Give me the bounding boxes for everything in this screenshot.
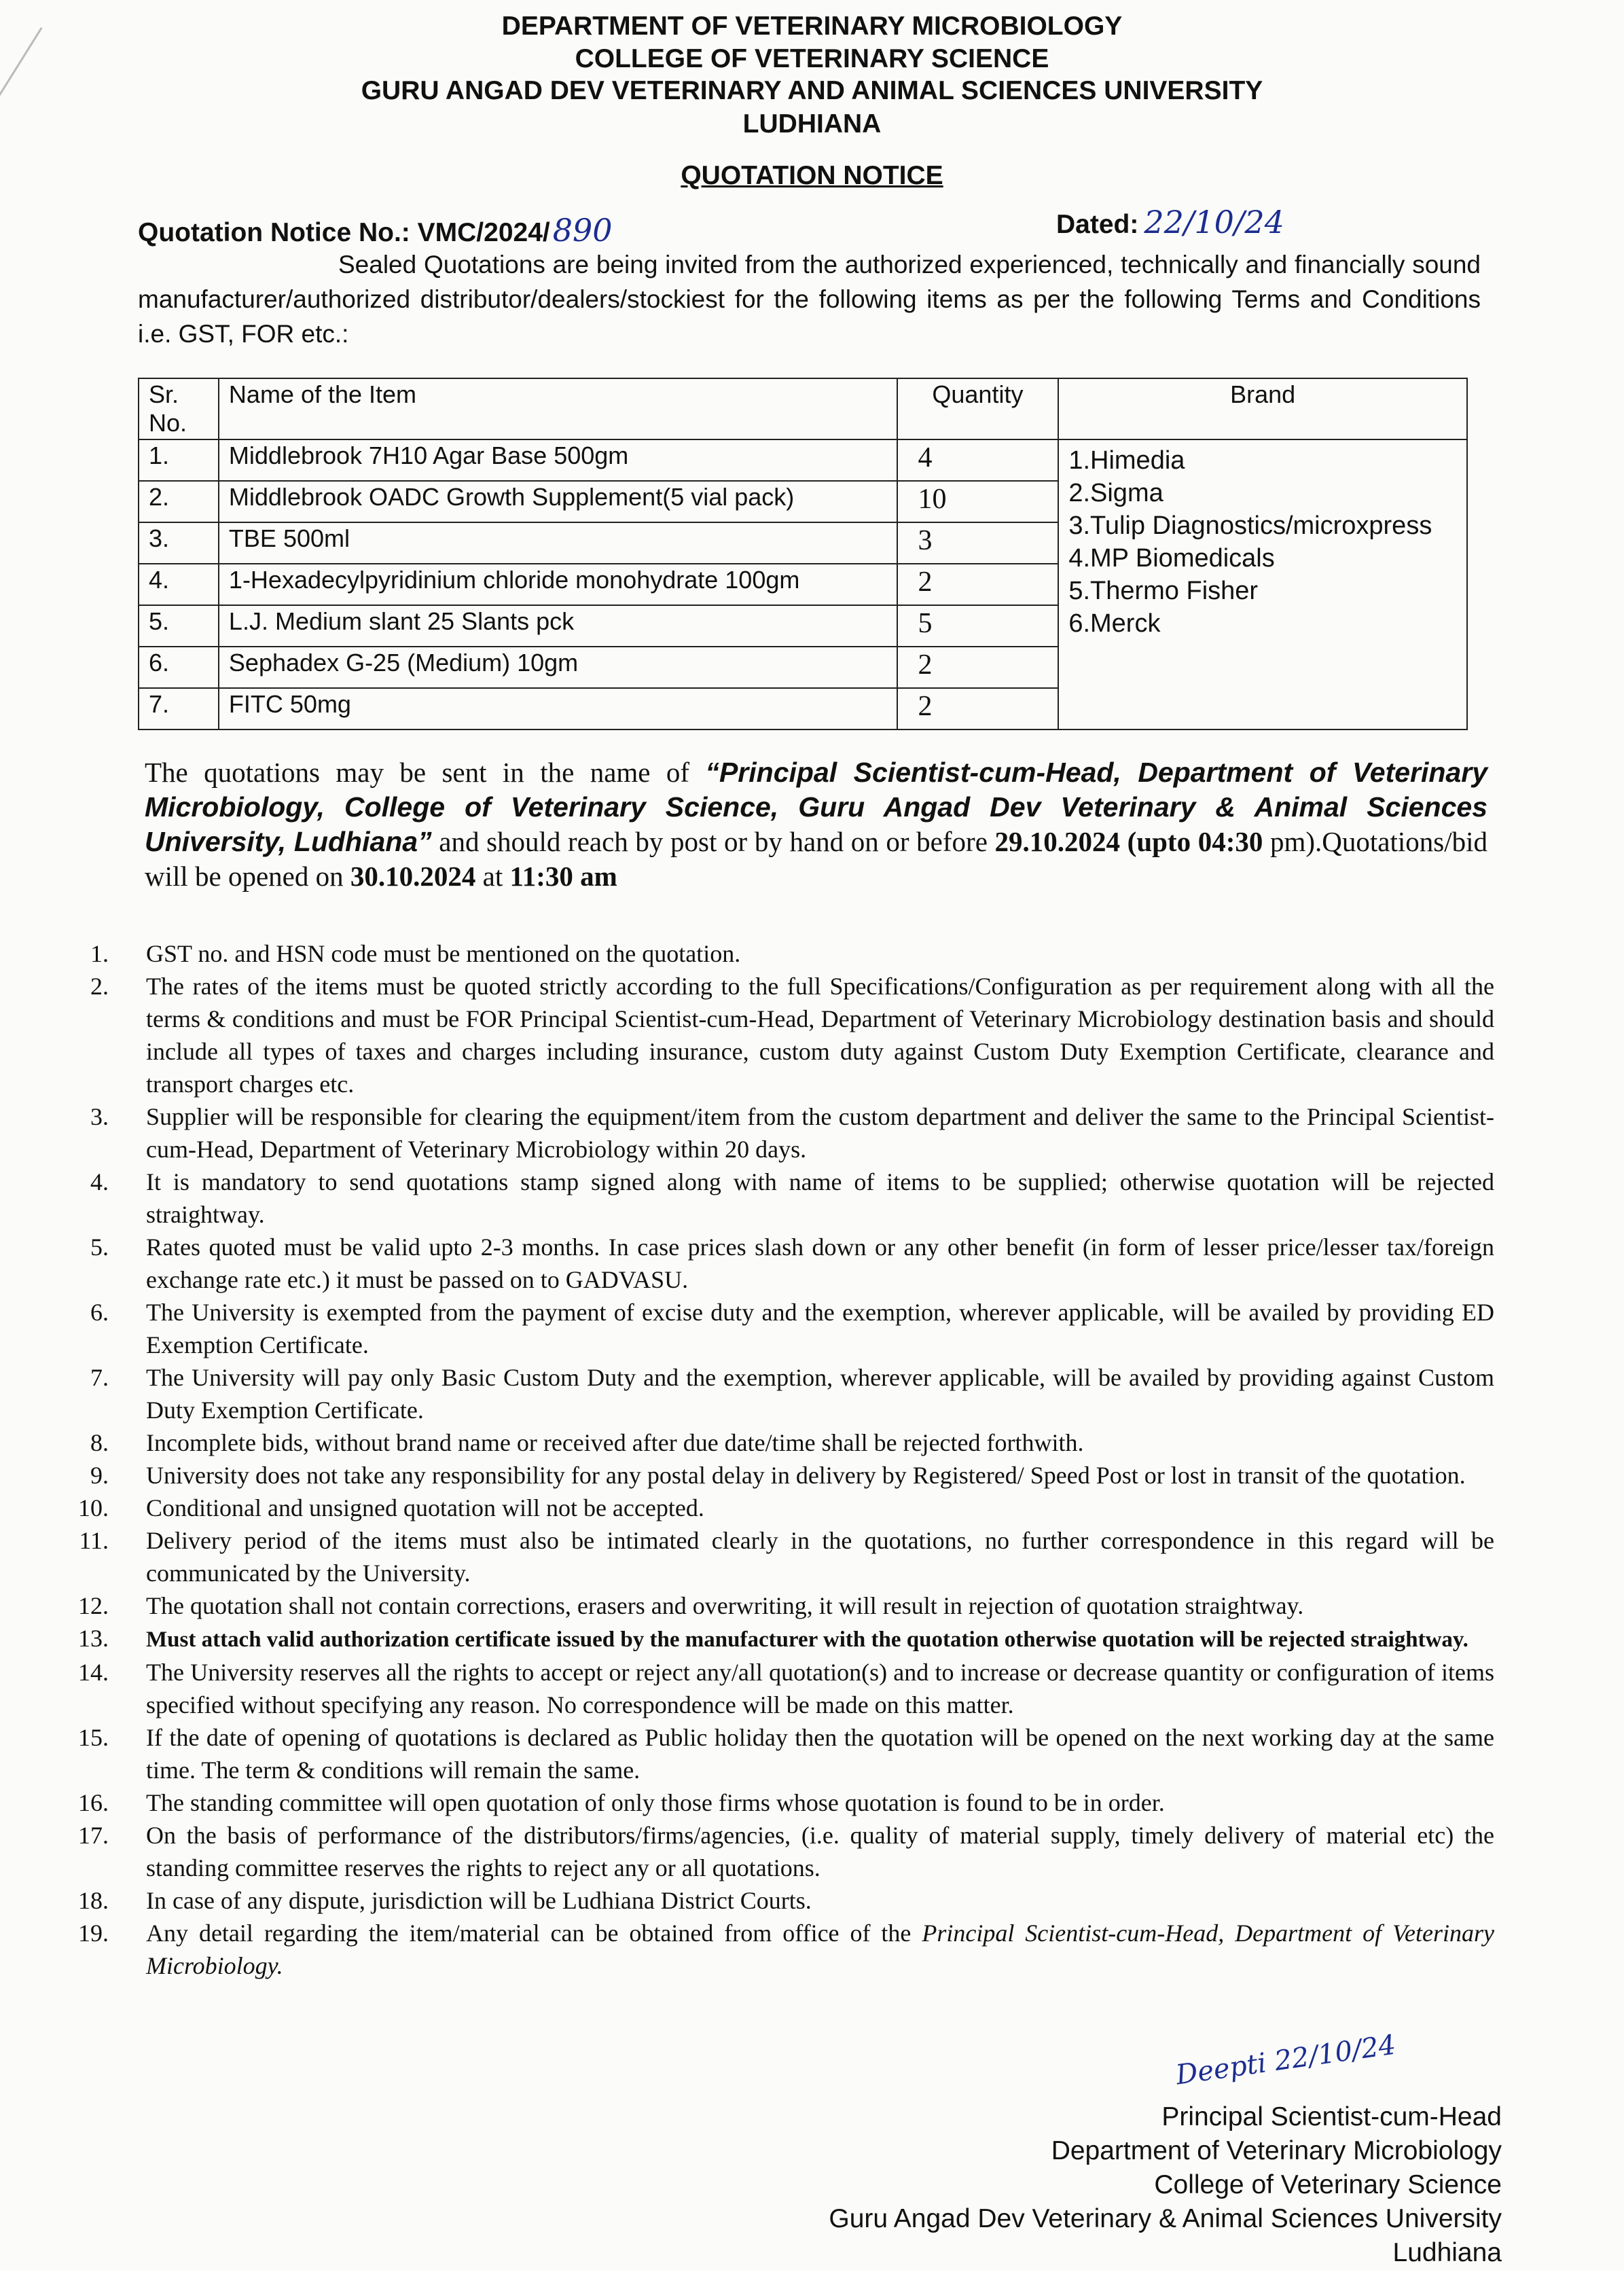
- term-item: [68, 1656, 1494, 1721]
- term-text: The University will pay only Basic Custom Duty and the exemption, wherever applicable, will be availed by providing against Custom Duty Exemption Certificate.: [146, 1364, 1494, 1424]
- term-text: In case of any dispute, jurisdiction will be Ludhiana District Courts.: [146, 1887, 812, 1914]
- row-sr: 1.: [139, 439, 219, 481]
- terms-list: [68, 937, 1494, 1982]
- row-sr: 3.: [139, 522, 219, 564]
- para-text: (upto: [1120, 826, 1198, 857]
- term-number: 3.: [90, 1103, 109, 1130]
- term-item: [68, 1492, 1494, 1524]
- term-number: 4.: [90, 1168, 109, 1195]
- term-item: [68, 1819, 1494, 1884]
- term-text: The quotation shall not contain corrections, erasers and overwriting, it will result in rejection of quotation straightway.: [146, 1592, 1304, 1619]
- term-item: [68, 1786, 1494, 1819]
- header-sr-no: Sr. No.: [139, 378, 219, 439]
- term-text: The University reserves all the rights to accept or reject any/all quotation(s) and to increase or decrease quantity or configuration of items specified without specifying any reason. No correspondence will be made on this matter.: [146, 1659, 1494, 1718]
- intro-paragraph: Sealed Quotations are being invited from the authorized experienced, technically and financially sound manufacturer/authorized distributor/dealers/stockiest for the following items as per the following Terms and Conditions i.e. GST, FOR etc.:: [138, 251, 1481, 348]
- term-number: 10.: [78, 1494, 109, 1521]
- term-text: It is mandatory to send quotations stamp signed along with name of items to be supplied; otherwise quotation will be rejected straightway.: [146, 1168, 1494, 1228]
- row-item-name: Sephadex G-25 (Medium) 10gm: [219, 647, 897, 688]
- row-item-name: L.J. Medium slant 25 Slants pck: [219, 605, 897, 647]
- row-quantity: 2: [897, 688, 1059, 729]
- term-text: Supplier will be responsible for clearing the equipment/item from the custom department and deliver the same to the Principal Scientist-cum-Head, Department of Veterinary Microbiology within 20 days.: [146, 1103, 1494, 1163]
- para-text: at: [475, 861, 510, 892]
- due-date: 29.10.2024: [994, 826, 1121, 857]
- header-university: GURU ANGAD DEV VETERINARY AND ANIMAL SCIENCES UNIVERSITY: [361, 76, 1263, 105]
- term-text: Conditional and unsigned quotation will not be accepted.: [146, 1494, 704, 1521]
- row-quantity: 3: [897, 522, 1059, 564]
- brand-list: [1058, 439, 1467, 729]
- term-number: 9.: [90, 1462, 109, 1489]
- term-item: [68, 1100, 1494, 1166]
- term-number: 2.: [90, 973, 109, 1000]
- term-number: 19.: [78, 1920, 109, 1947]
- row-quantity: 4: [897, 439, 1059, 481]
- row-sr: 5.: [139, 605, 219, 647]
- para-text: The quotations may be sent in the name of: [145, 757, 706, 788]
- term-item: [68, 1721, 1494, 1786]
- row-item-name: Middlebrook OADC Growth Supplement(5 vial pack): [219, 481, 897, 522]
- term-item: [68, 1166, 1494, 1231]
- term-item: [68, 1524, 1494, 1589]
- term-text: The standing committee will open quotation of only those firms whose quotation is found to be in order.: [146, 1789, 1165, 1816]
- opening-date: 30.10.2024: [350, 861, 476, 892]
- signatory-title: Principal Scientist-cum-Head: [1161, 2102, 1502, 2131]
- term-number: 7.: [90, 1364, 109, 1391]
- opening-time: 11:30 am: [509, 861, 617, 892]
- term-text: Must attach valid authorization certificate issued by the manufacturer with the quotation otherwise quotation will be rejected straightway.: [146, 1627, 1468, 1652]
- term-number: 14.: [78, 1659, 109, 1686]
- header-department: DEPARTMENT OF VETERINARY MICROBIOLOGY: [501, 12, 1123, 41]
- row-item-name: TBE 500ml: [219, 522, 897, 564]
- table-row: [139, 439, 1467, 481]
- para-text: pm).Quotations/bid will be opened on: [145, 826, 1488, 892]
- term-item: [68, 1589, 1494, 1622]
- term-item: [68, 1459, 1494, 1492]
- term-number: 16.: [78, 1789, 109, 1816]
- submission-paragraph: [145, 755, 1487, 894]
- handwritten-notice-number: 890: [552, 212, 613, 249]
- term-italic-text: Principal Scientist-cum-Head, Department of Veterinary Microbiology.: [146, 1920, 1494, 1979]
- brand-item: 4.MP Biomedicals: [1068, 544, 1275, 573]
- term-item: [68, 1231, 1494, 1296]
- term-item: [68, 1884, 1494, 1917]
- signature-block: [829, 2100, 1502, 2270]
- term-item: [68, 1296, 1494, 1361]
- row-quantity: 5: [897, 605, 1059, 647]
- due-time: 04:30: [1197, 826, 1263, 857]
- row-sr: 7.: [139, 688, 219, 729]
- brand-item: 2.Sigma: [1068, 479, 1163, 507]
- term-text: Any detail regarding the item/material can be obtained from office of the: [146, 1920, 922, 1947]
- signatory-university: Guru Angad Dev Veterinary & Animal Sciences University: [829, 2204, 1502, 2233]
- term-text: GST no. and HSN code must be mentioned on the quotation.: [146, 940, 741, 967]
- term-number: 5.: [90, 1233, 109, 1261]
- row-sr: 6.: [139, 647, 219, 688]
- term-text: If the date of opening of quotations is declared as Public holiday then the quotation will be opened on the next working day at the same time. The term & conditions will remain the same.: [146, 1724, 1494, 1784]
- term-text: On the basis of performance of the distributors/firms/agencies, (i.e. quality of material supply, timely delivery of material etc) the standing committee reserves the rights to reject any or all quotations.: [146, 1822, 1494, 1881]
- term-number: 12.: [78, 1592, 109, 1619]
- term-number: 15.: [78, 1724, 109, 1751]
- term-number: 13.: [78, 1625, 109, 1652]
- signatory-department: Department of Veterinary Microbiology: [1051, 2136, 1502, 2165]
- notice-title: QUOTATION NOTICE: [681, 161, 943, 190]
- date-label: Dated:: [1056, 210, 1139, 239]
- row-quantity: 10: [897, 481, 1059, 522]
- header-brand: Brand: [1058, 378, 1467, 439]
- signatory-college: College of Veterinary Science: [1154, 2170, 1502, 2199]
- header-quantity: Quantity: [897, 378, 1059, 439]
- term-number: 6.: [90, 1299, 109, 1326]
- row-quantity: 2: [897, 647, 1059, 688]
- brand-item: 1.Himedia: [1068, 446, 1185, 475]
- brand-item: 6.Merck: [1068, 609, 1161, 638]
- addressee: “Principal Scientist-cum-Head, Department of Veterinary Microbiology, College of Veterinary Science, Guru Angad Dev Veterinary & Animal Sciences University, Ludhiana”: [145, 757, 1487, 857]
- row-quantity: 2: [897, 564, 1059, 605]
- term-item: [68, 1426, 1494, 1459]
- header-college: COLLEGE OF VETERINARY SCIENCE: [575, 44, 1049, 73]
- brand-item: 5.Thermo Fisher: [1068, 577, 1259, 605]
- quotation-notice-number: [138, 212, 613, 249]
- term-text: University does not take any responsibility for any postal delay in delivery by Registered/ Speed Post or lost in transit of the quotation.: [146, 1462, 1466, 1489]
- term-number: 8.: [90, 1429, 109, 1456]
- term-text: Incomplete bids, without brand name or received after due date/time shall be rejected forthwith.: [146, 1429, 1084, 1456]
- handwritten-date: 22/10/24: [1144, 204, 1284, 240]
- term-text: Delivery period of the items must also be intimated clearly in the quotations, no further correspondence in this regard will be communicated by the University.: [146, 1527, 1494, 1587]
- term-text: The rates of the items must be quoted strictly according to the full Specifications/Configuration as per requirement along with all the terms & conditions and must be FOR Principal Scientist-cum-Head, Department of Veterinary Microbiology destination basis and should include all types of taxes and charges including insurance, custom duty against Custom Duty Exemption Certificate, clearance and transport charges etc.: [146, 973, 1494, 1098]
- term-item: [68, 937, 1494, 970]
- term-item: [68, 1917, 1494, 1982]
- signatory-city: Ludhiana: [1392, 2238, 1502, 2267]
- term-number: 17.: [78, 1822, 109, 1849]
- term-item: [68, 1361, 1494, 1426]
- handwritten-signature: Deepti 22/10/24: [1174, 2029, 1398, 2091]
- term-number: 18.: [78, 1887, 109, 1914]
- header-item-name: Name of the Item: [219, 378, 897, 439]
- items-table: [138, 378, 1468, 730]
- para-text: and should reach by post or by hand on or before: [431, 826, 995, 857]
- row-item-name: FITC 50mg: [219, 688, 897, 729]
- term-text: The University is exempted from the payment of excise duty and the exemption, wherever applicable, will be availed by providing ED Exemption Certificate.: [146, 1299, 1494, 1358]
- term-number: 11.: [79, 1527, 109, 1554]
- row-item-name: Middlebrook 7H10 Agar Base 500gm: [219, 439, 897, 481]
- notice-number-label: Quotation Notice No.: VMC/2024/: [138, 218, 550, 247]
- term-text: Rates quoted must be valid upto 2-3 months. In case prices slash down or any other benefit (in form of lesser price/lesser tax/foreign exchange rate etc.) it must be passed on to GADVASU.: [146, 1233, 1494, 1293]
- term-number: 1.: [90, 940, 109, 967]
- term-item: [68, 1622, 1494, 1656]
- row-item-name: 1-Hexadecylpyridinium chloride monohydrate 100gm: [219, 564, 897, 605]
- brand-item: 3.Tulip Diagnostics/microxpress: [1068, 511, 1432, 540]
- header-city: LUDHIANA: [742, 109, 882, 139]
- notice-date: [1056, 204, 1284, 240]
- row-sr: 4.: [139, 564, 219, 605]
- row-sr: 2.: [139, 481, 219, 522]
- term-item: [68, 970, 1494, 1100]
- table-header-row: [139, 378, 1467, 439]
